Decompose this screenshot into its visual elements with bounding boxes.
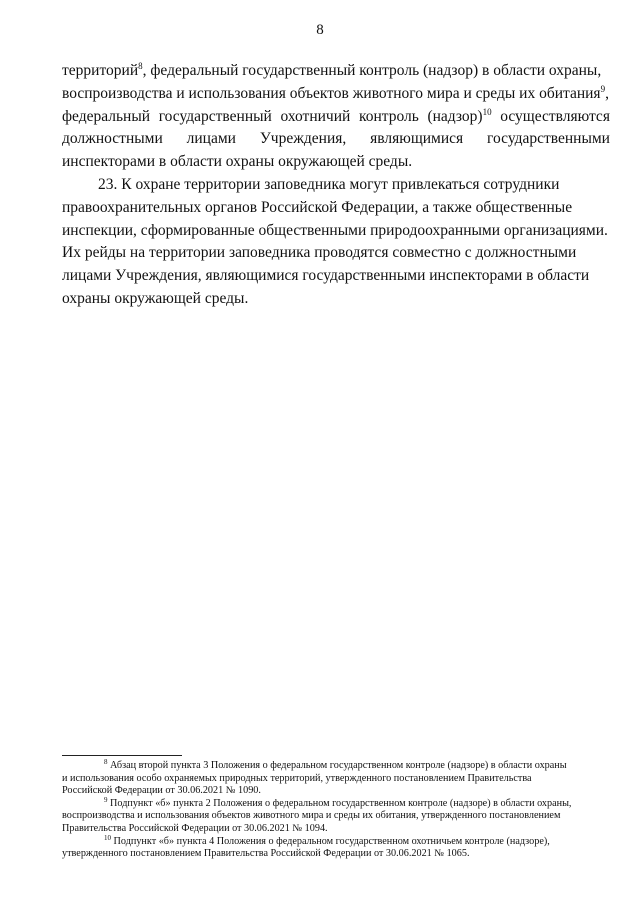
footnote-text: Подпункт «б» пункта 4 Положения о федеральном государственном охотничьем контроле (надзоре), bbox=[113, 835, 550, 847]
footnote-8-line-2: и использования особо охраняемых природных территорий, утвержденного постановлением Правительства bbox=[62, 772, 532, 784]
footnote-10-line-2: утвержденного постановлением Правительства Российской Федерации от 30.06.2021 № 1065. bbox=[62, 848, 470, 860]
text-run: , федеральный государственный контроль (надзор) в области охраны, bbox=[142, 62, 602, 79]
footnote-ref-9: 9 bbox=[600, 83, 606, 94]
paragraph-23-line-2: правоохранительных органов Российской Федерации, а также общественные bbox=[62, 198, 573, 216]
footnote-8 bbox=[62, 760, 610, 798]
footnote-mark: 9 bbox=[104, 795, 108, 804]
text-run: , bbox=[605, 84, 609, 102]
word: лицами bbox=[186, 130, 236, 148]
word: контроль bbox=[358, 107, 419, 125]
word: охотничий bbox=[280, 107, 351, 125]
paragraph-1-line-3 bbox=[62, 106, 610, 129]
footnotes bbox=[62, 760, 610, 861]
word: (надзор) bbox=[427, 107, 483, 125]
footnote-9-line-1 bbox=[62, 795, 610, 811]
footnote-9 bbox=[62, 795, 610, 836]
word: федеральный bbox=[62, 107, 151, 125]
footnote-9-line-3: Правительства Российской Федерации от 30.06.2021 № 1094. bbox=[62, 822, 328, 834]
text-run: территорий bbox=[62, 62, 139, 79]
word: государственными bbox=[487, 130, 610, 148]
footnote-8-line-3: Российской Федерации от 30.06.2021 № 1090. bbox=[62, 785, 261, 797]
text-run: воспроизводства и использования объектов животного мира и среды их обитания bbox=[62, 84, 601, 102]
footnote-text: Подпункт «б» пункта 2 Положения о федеральном государственном контроле (надзоре) в области охраны, bbox=[110, 797, 572, 809]
paragraph-1-line-5: инспекторами в области охраны окружающей среды. bbox=[62, 153, 413, 171]
footnote-8-line-1 bbox=[62, 760, 610, 773]
word: Учреждения, bbox=[259, 130, 347, 148]
paragraph-1-line-4 bbox=[62, 128, 610, 151]
word: являющимися bbox=[370, 130, 464, 148]
footnote-10 bbox=[62, 833, 610, 861]
footnote-mark: 8 bbox=[104, 758, 108, 766]
paragraph-23-line-6: охраны окружающей среды. bbox=[62, 289, 249, 307]
paragraph-23 bbox=[62, 174, 610, 311]
footnote-separator bbox=[62, 755, 182, 756]
paragraph-23-line-5: лицами Учреждения, являющимися государственными инспекторами в области bbox=[62, 267, 590, 285]
footnote-mark: 10 bbox=[104, 833, 111, 842]
footnote-text: Абзац второй пункта 3 Положения о федеральном государственном контроле (надзоре) в области охраны bbox=[110, 760, 567, 771]
paragraph-23-line-4: Их рейды на территории заповедника проводятся совместно с должностными bbox=[62, 244, 577, 262]
page-number: 8 bbox=[316, 22, 324, 38]
paragraph-1-line-1 bbox=[62, 60, 610, 83]
word: осуществляются bbox=[500, 107, 610, 125]
word-with-footnote bbox=[427, 106, 491, 129]
word: должностными bbox=[62, 130, 163, 148]
document-body bbox=[62, 60, 610, 311]
paragraph-1 bbox=[62, 60, 610, 174]
footnote-ref-8: 8 bbox=[138, 61, 143, 71]
footnote-9-line-2: воспроизводства и использования объектов животного мира и среды их обитания, утвержденного постановлением bbox=[62, 810, 561, 822]
footnote-10-line-1 bbox=[62, 833, 610, 849]
word: государственный bbox=[158, 107, 272, 125]
paragraph-23-line-3: инспекции, сформированные общественными природоохранными организациями. bbox=[62, 221, 608, 239]
paragraph-1-line-2 bbox=[62, 83, 610, 106]
paragraph-23-line-1: 23. К охране территории заповедника могут привлекаться сотрудники bbox=[98, 175, 560, 193]
footnote-ref-10: 10 bbox=[482, 106, 492, 117]
